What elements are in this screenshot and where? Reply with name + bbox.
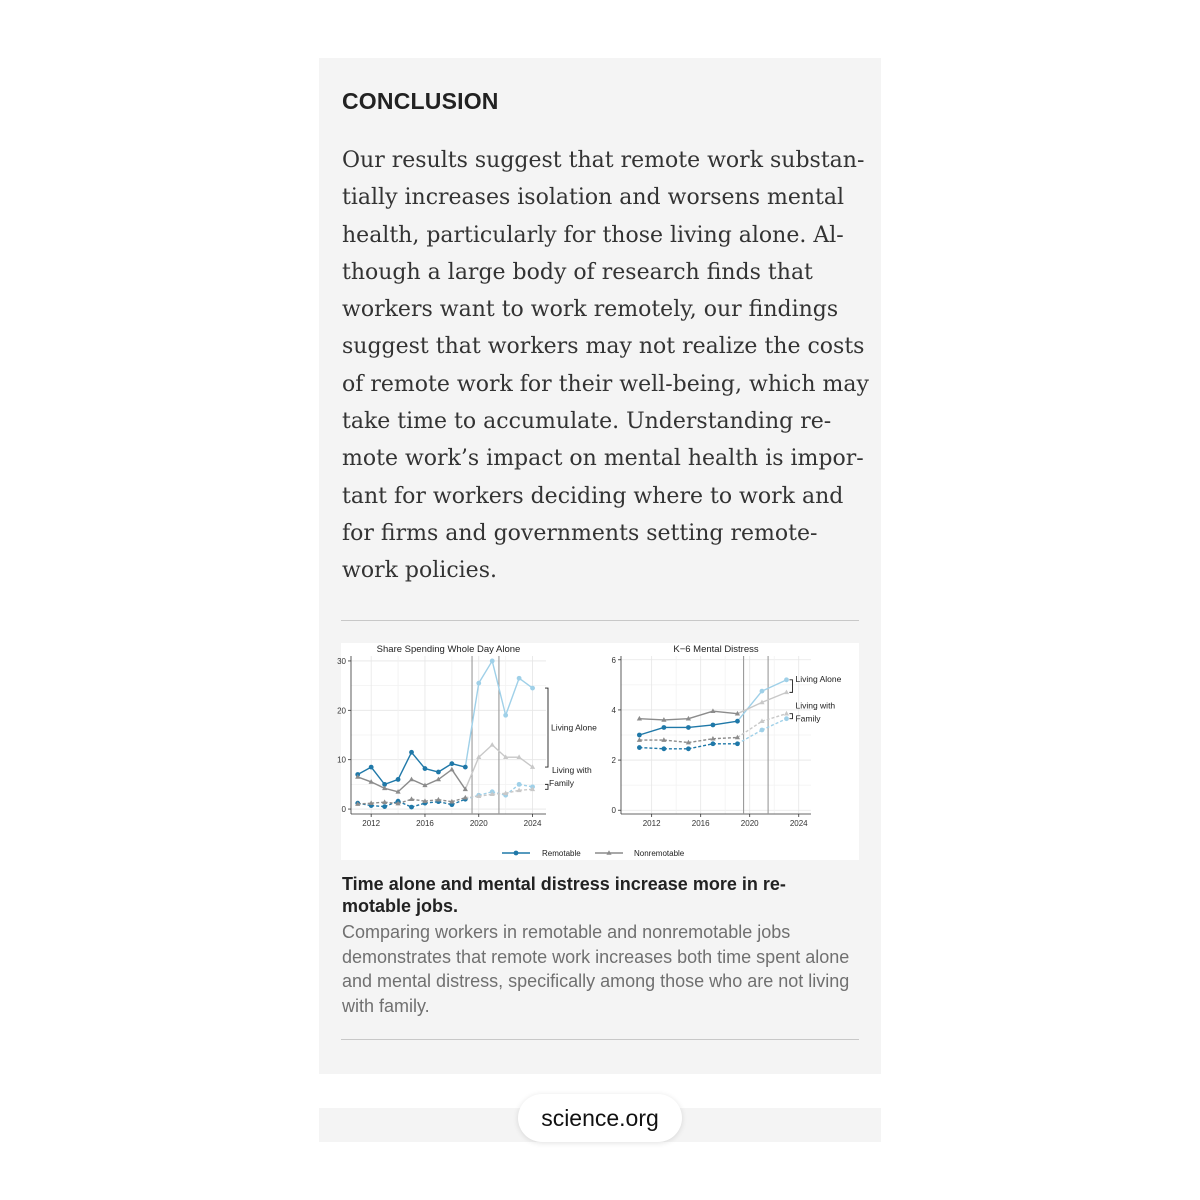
y-tick-label: 30 (337, 656, 346, 666)
y-tick-label: 6 (611, 655, 616, 665)
series-segment (412, 752, 425, 768)
y-tick-label: 10 (337, 755, 346, 765)
data-point (409, 796, 414, 801)
url-bar[interactable] (518, 1094, 682, 1142)
x-tick-label: 2012 (642, 819, 661, 828)
data-point (409, 805, 414, 810)
bracket (545, 784, 548, 789)
legend-nonremotable-label: Nonremotable (634, 849, 685, 858)
data-point (449, 767, 454, 772)
annotation: Living Alone (551, 722, 597, 733)
chart-title: Share Spending Whole Day Alone (376, 644, 521, 655)
data-point (662, 725, 667, 730)
bracket (789, 680, 792, 693)
series-segment (479, 745, 492, 757)
data-point (396, 777, 401, 782)
x-tick-label: 2016 (416, 819, 434, 828)
data-point (503, 713, 508, 718)
annotation: Living with (552, 765, 592, 776)
annotation: Family (549, 778, 575, 789)
data-point (735, 719, 740, 724)
data-point (662, 746, 667, 751)
paragraph-line: tially increases isolation and worsens mental (342, 185, 845, 211)
data-point (760, 689, 765, 694)
y-tick-label: 4 (611, 705, 616, 715)
data-point (382, 804, 387, 809)
caption-title (342, 873, 862, 917)
paragraph-line: tant for workers deciding where to work and (342, 483, 844, 509)
x-tick-label: 2020 (740, 819, 759, 828)
series-segment (639, 719, 664, 720)
figure-chart (337, 643, 859, 860)
data-point (784, 711, 789, 716)
paragraph-line: take time to accumulate. Understanding re- (342, 409, 832, 435)
data-point (490, 659, 495, 664)
figure-image[interactable] (337, 643, 859, 860)
divider (341, 1039, 859, 1040)
series-segment (371, 767, 384, 784)
data-point (517, 676, 522, 681)
data-point (735, 741, 740, 746)
y-tick-label: 2 (611, 756, 616, 766)
data-point (409, 777, 414, 782)
series-segment (519, 678, 532, 688)
figure-caption (342, 873, 862, 1018)
article-card (319, 58, 881, 1074)
paragraph-line: Our results suggest that remote work substan- (342, 148, 865, 173)
data-point (476, 681, 481, 686)
x-tick-label: 2020 (469, 819, 488, 828)
section-heading: CONCLUSION (342, 88, 499, 114)
data-point (449, 761, 454, 766)
series-segment (664, 719, 689, 720)
data-point (784, 690, 789, 695)
x-tick-label: 2024 (789, 819, 808, 828)
series-segment (358, 777, 371, 782)
data-point (686, 725, 691, 730)
x-tick-label: 2012 (362, 819, 381, 828)
series-segment (398, 752, 411, 779)
series-segment (713, 738, 738, 739)
paragraph-line: though a large body of research finds that (342, 259, 813, 285)
annotation: Living with (795, 700, 836, 711)
paragraph-line: suggest that workers may not realize the costs (342, 334, 865, 360)
data-point (517, 782, 522, 787)
data-point (423, 766, 428, 771)
y-tick-label: 0 (611, 806, 616, 816)
paragraph-line: workers want to work remotely, our findings (342, 297, 839, 323)
data-point (490, 742, 495, 747)
legend-remotable-label: Remotable (542, 849, 581, 858)
bracket (789, 714, 792, 719)
conclusion-paragraph (342, 142, 872, 590)
data-point (784, 716, 789, 721)
data-point (436, 770, 441, 775)
data-point (637, 745, 642, 750)
series-segment (506, 784, 519, 795)
data-point (637, 733, 642, 738)
series-segment (452, 770, 465, 790)
annotation: Living Alone (795, 673, 842, 684)
paragraph-line: health, particularly for those living alone. Al- (342, 222, 844, 248)
paragraph-line: for firms and governments setting remote- (342, 520, 818, 546)
data-point (369, 765, 374, 770)
data-point (409, 750, 414, 755)
data-point (711, 723, 716, 728)
series-segment (639, 748, 664, 749)
series-segment (398, 779, 411, 791)
data-point (711, 741, 716, 746)
caption-body: Comparing workers in remotable and nonremotable jobs demonstrates that remote work increases both time spent alone and mental distress, specifically among those who are not living with family. (342, 922, 850, 1016)
data-point (530, 686, 535, 691)
data-point (686, 746, 691, 751)
legend-remotable-marker (514, 851, 519, 856)
divider (341, 620, 859, 621)
caption-title-line: Time alone and mental distress increase more in re- (342, 874, 786, 894)
data-point (463, 765, 468, 770)
series-segment (479, 661, 492, 683)
chart-title: K−6 Mental Distress (673, 644, 759, 655)
paragraph-line: work policies. (342, 558, 497, 584)
caption-title-line: motable jobs. (342, 896, 459, 916)
x-tick-label: 2016 (691, 819, 710, 828)
data-point (784, 677, 789, 682)
y-tick-label: 0 (341, 805, 346, 815)
y-tick-label: 20 (337, 706, 346, 716)
annotation: Family (795, 713, 821, 724)
paragraph-line: of remote work for their well-being, which may (342, 371, 869, 397)
bracket (545, 688, 548, 767)
series-segment (506, 678, 519, 715)
data-point (760, 728, 765, 733)
x-tick-label: 2024 (523, 819, 542, 828)
url-text: science.org (541, 1104, 659, 1131)
paragraph-line: mote work’s impact on mental health is impor- (342, 446, 864, 472)
